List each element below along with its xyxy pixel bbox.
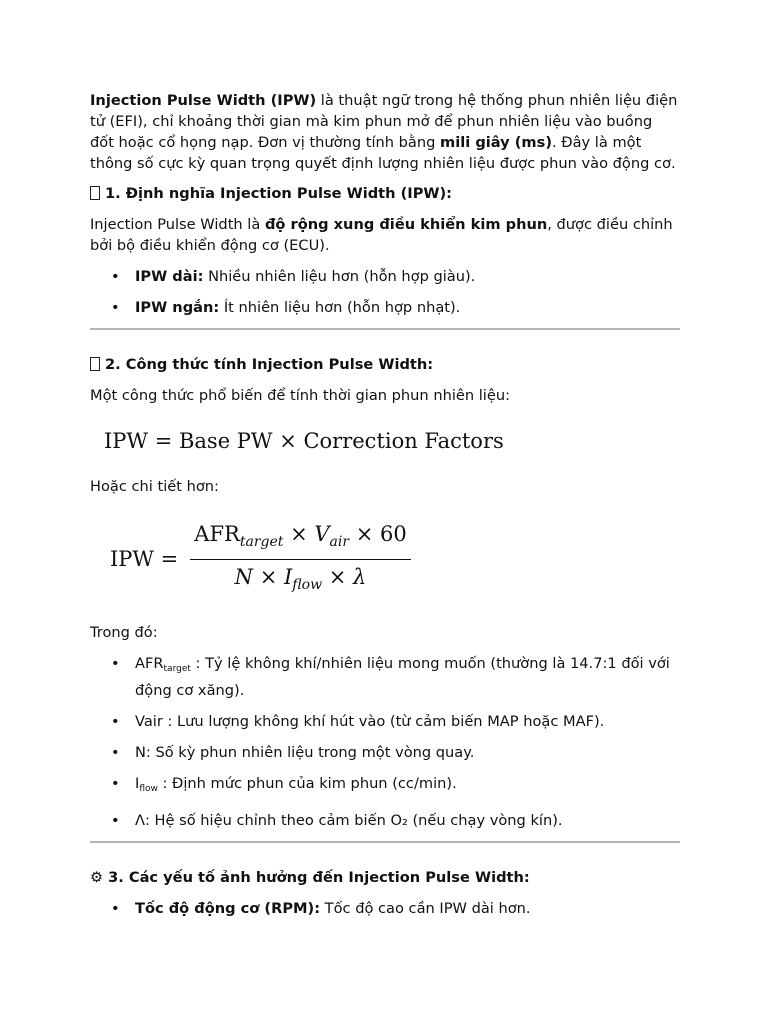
document-content (90, 90, 680, 929)
formula-simple (104, 428, 680, 454)
list-item (90, 773, 680, 800)
formula-times: × (253, 565, 284, 589)
missing-glyph-icon (90, 357, 100, 371)
formula-sixty: × 60 (349, 522, 407, 546)
intro-unit: mili giây (ms) (440, 134, 552, 151)
list-item-label: IPW ngắn: (135, 299, 220, 316)
formula-detail-intro: Hoặc chi tiết hơn: (90, 478, 219, 495)
list-item-label: IPW dài: (135, 268, 204, 285)
variables-intro: Trong đó: (90, 624, 158, 641)
intro-paragraph (90, 90, 680, 174)
section-3-title: 3. Các yếu tố ảnh hưởng đến Injection Pulse Width: (108, 869, 530, 886)
list-item-text: Nhiều nhiên liệu hơn (hỗn hợp giàu). (203, 268, 476, 285)
list-item (90, 297, 680, 318)
section-2-heading (90, 354, 680, 375)
variable-description: : Định mức phun của kim phun (cc/min). (157, 775, 457, 792)
variables-list (90, 653, 680, 831)
formula-rhs: Base PW × Correction Factors (178, 429, 504, 453)
list-item-text: Ít nhiên liệu hơn (hỗn hợp nhạt). (219, 299, 461, 316)
list-item (90, 266, 680, 287)
missing-glyph-icon (90, 186, 100, 200)
divider (90, 328, 680, 330)
formula-numerator (190, 521, 410, 559)
section-1-title: 1. Định nghĩa Injection Pulse Width (IPW): (105, 185, 453, 202)
list-item-label: Tốc độ động cơ (RPM): (135, 900, 321, 917)
divider (90, 841, 680, 843)
formula-i: I (284, 565, 293, 589)
intro-term: Injection Pulse Width (IPW) (90, 92, 317, 109)
formula-v-sub: air (329, 534, 350, 550)
variable-symbol: AFR (135, 655, 164, 672)
intro-text-1: là thuật ngữ trong hệ thống phun nhiên liệu điện tử (EFI), chỉ khoảng thời gian mà kim phun mở để phun nhiên liệu vào buồng đốt hoặc cổ họng nạp. Đơn vị thường tính bằng (90, 92, 678, 151)
variable-symbol: Vair (135, 713, 163, 730)
list-item (90, 898, 680, 919)
section-2-title: 2. Công thức tính Injection Pulse Width: (105, 356, 434, 373)
formula-times: × (283, 522, 315, 546)
formula-lhs: IPW (104, 429, 149, 453)
formula-denominator (231, 560, 371, 598)
formula-afr: AFR (194, 522, 240, 546)
formula-n: N (234, 565, 254, 589)
list-item (90, 810, 680, 831)
definition-list (90, 266, 680, 318)
list-item (90, 711, 680, 732)
variable-description: : Tỷ lệ không khí/nhiên liệu mong muốn (thường là 14.7:1 đối với động cơ xăng). (135, 655, 670, 699)
formula-detailed-lhs: IPW = (110, 547, 179, 571)
variable-subscript: flow (139, 784, 158, 794)
list-item (90, 742, 680, 763)
variable-symbol: N (135, 744, 146, 761)
variable-symbol: I (135, 775, 140, 792)
formula-detailed (110, 521, 680, 598)
list-item-text: Tốc độ cao cần IPW dài hơn. (320, 900, 531, 917)
intro-text-2: . Đây là một thông số cực kỳ quan trọng quyết định lượng nhiên liệu được phun vào động cơ. (90, 134, 676, 172)
definition-term: độ rộng xung điều khiển kim phun (264, 216, 548, 233)
variable-description: : Hệ số hiệu chỉnh theo cảm biến O₂ (nếu chạy vòng kín). (144, 812, 563, 829)
definition-text-2: , được điều chỉnh bởi bộ điều khiển động cơ (ECU). (90, 216, 673, 254)
section-1-heading (90, 183, 680, 204)
section-3-heading (90, 867, 680, 888)
formula-v: V (314, 522, 330, 546)
variable-symbol: Λ (135, 812, 145, 829)
variable-subscript: target (163, 664, 191, 674)
factors-list (90, 898, 680, 919)
formula-i-sub: flow (292, 577, 323, 593)
formula-intro: Một công thức phổ biến để tính thời gian phun nhiên liệu: (90, 387, 510, 404)
list-item (90, 653, 680, 701)
formula-afr-sub: target (239, 534, 284, 550)
definition-text-1: Injection Pulse Width là (90, 216, 265, 233)
definition-paragraph (90, 214, 680, 256)
variable-description: : Lưu lượng không khí hút vào (từ cảm biến MAP hoặc MAF). (162, 713, 605, 730)
variable-description: : Số kỳ phun nhiên liệu trong một vòng quay. (145, 744, 475, 761)
formula-lambda: λ (353, 565, 367, 589)
gear-icon: ⚙ (90, 869, 104, 886)
formula-times: × (322, 565, 353, 589)
formula-equals: = (148, 429, 179, 453)
formula-fraction (190, 521, 410, 598)
